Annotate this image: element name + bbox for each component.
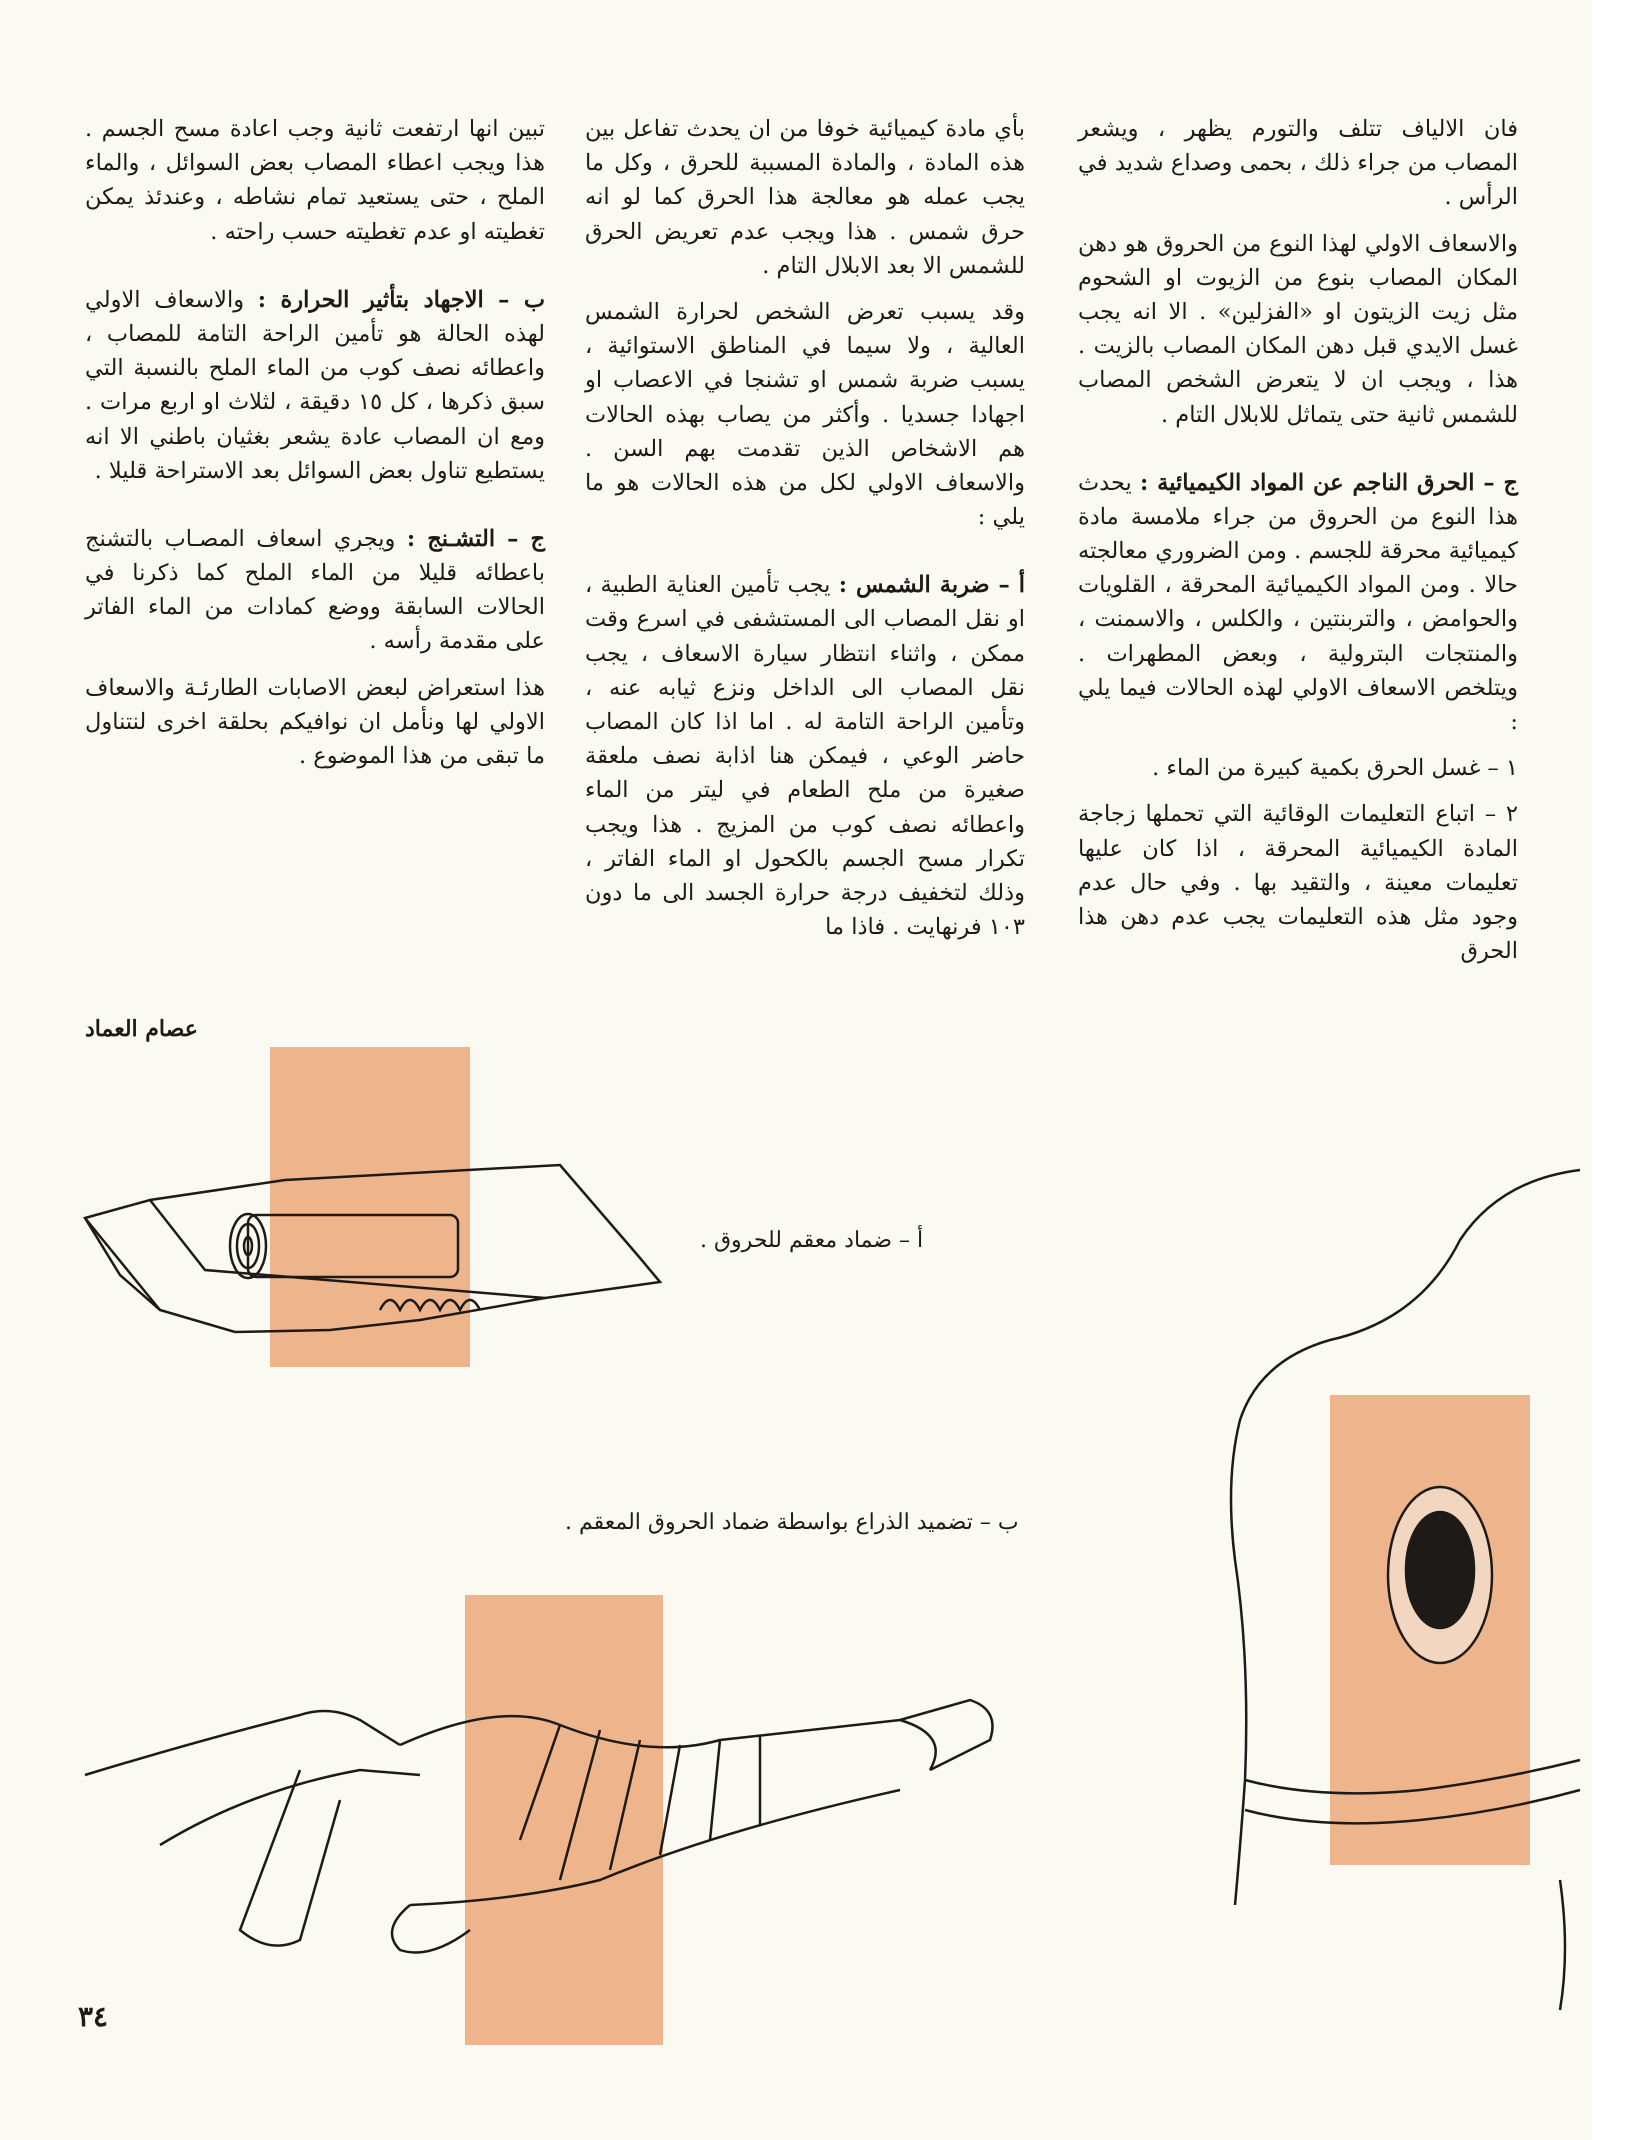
section-text: يجب تأمين العناية الطبية ، او نقل المصاب الى المستشفى في اسرع وقت ممكن ، واثناء انتظار سيارة الاسعاف ، يجب نقل المصاب الى الداخل ونزع ثيابه عنه ، وتأمين الراحة التامة له . اما اذا كان المصاب حاضر الوعي ، فيمكن هنا اذابة نصف ملعقة صغيرة من ملح الطعام في ليتر من الماء واعطائه نصف كوب من المزيج . هذا ويجب تكرار مسح الجسم بالكحول او الماء الفاتر ، وذلك لتخفيف درجة حرارة الجسد الى ما دون ١٠٣ فرنهايت . فاذا ما: [585, 572, 1025, 941]
section-heading: ب – الاجهاد بتأثير الحرارة :: [257, 286, 545, 313]
caption-b: ب – تضميد الذراع بواسطة ضماد الحروق المعقم .: [565, 1510, 1019, 1535]
paragraph: والاسعاف الاولي لهذا النوع من الحروق هو دهن المكان المصاب بنوع من الزيوت او الشحوم مثل زيت الزيتون او «الفزلين» . الا انه يجب غسل الايدي قبل دهن المكان المصاب بالزيت . هذا ، ويجب ان لا يتعرض الشخص المصاب للشمس ثانية حتى يتماثل للابلال التام .: [1078, 230, 1518, 428]
page-number: ٣٤: [78, 2000, 109, 2033]
section-heading: ج – التشـنج :: [406, 525, 545, 552]
column-left: [85, 112, 545, 785]
arm-bandaging-illustration: [85, 1595, 993, 2045]
section-text: يحدث هذا النوع من الحروق من جراء ملامسة مادة كيميائية محرقة للجسم . ومن الضروري معالجته حالا . ومن المواد الكيميائية المحرقة ، القلويات والحوامض ، والتربنتين ، والكلس ، والاسمنت ، والمنتجات البترولية ، وبعض المطهرات . ويتلخص الاسعاف الاولي لهذه الحالات فيما يلي :: [1078, 469, 1518, 735]
column-right: [1078, 112, 1518, 980]
burned-back-illustration: [1231, 1170, 1580, 2010]
section-heat-exhaustion: [85, 283, 545, 488]
caption-a: أ – ضماد معقم للحروق .: [700, 1228, 924, 1253]
section-chemical-burns: [1078, 466, 1518, 740]
column-middle: [585, 112, 1025, 956]
paragraph: هذا استعراض لبعض الاصابات الطارئـة والاسعاف الاولي لها ونأمل ان نوافيكم بحلقة اخرى لنتناول ما تبقى من هذا الموضوع .: [85, 674, 545, 769]
section-cramps: [85, 522, 545, 659]
author-name: عصام العماد: [85, 1016, 198, 1042]
paragraph: فان الالياف تتلف والتورم يظهر ، ويشعر المصاب من جراء ذلك ، بحمى وصداع شديد في الرأس .: [1078, 116, 1518, 211]
section-heading: أ – ضربة الشمس :: [838, 572, 1025, 599]
list-item: ١ – غسل الحرق بكمية كبيرة من الماء .: [1152, 755, 1518, 782]
paragraph: بأي مادة كيميائية خوفا من ان يحدث تفاعل بين هذه المادة ، والمادة المسببة للحرق ، وكل ما يجب عمله هو معالجة هذا الحرق كما لو انه حرق شمس . هذا ويجب عدم تعريض الحرق للشمس الا بعد الابلال التام .: [585, 116, 1025, 279]
burn-dressing-illustration: [85, 1047, 660, 1367]
section-sunstroke: [585, 568, 1025, 944]
list-item: ٢ – اتباع التعليمات الوقائية التي تحملها زجاجة المادة الكيميائية المحرقة ، اذا كان عليها تعليمات معينة ، والتقيد بها . وفي حال عدم وجود مثل هذه التعليمات يجب عدم دهن هذا الحرق: [1078, 801, 1518, 965]
section-heading: ج – الحرق الناجم عن المواد الكيميائية :: [1139, 469, 1518, 496]
section-text: والاسعاف الاولي لهذه الحالة هو تأمين الراحة التامة للمصاب ، واعطائه نصف كوب من الماء الملح بالنسبة التي سبق ذكرها ، كل ١٥ دقيقة ، لثلاث او اربع مرات . ومع ان المصاب عادة يشعر بغثيان باطني الا انه يستطيع تناول بعض السوائل بعد الاستراحة قليلا .: [85, 286, 545, 484]
paragraph: تبين انها ارتفعت ثانية وجب اعادة مسح الجسم . هذا ويجب اعطاء المصاب بعض السوائل ، والماء الملح ، حتى يستعيد تمام نشاطه ، وعندئذ يمكن تغطيته او عدم تغطيته حسب راحته .: [85, 116, 545, 245]
section-text: ويجري اسعاف المصـاب بالتشنج باعطائه قليلا من الماء الملح كما ذكرنا في الحالات السابقة ووضع كمادات من الماء الفاتر على مقدمة رأسه .: [85, 525, 545, 655]
paragraph: وقد يسبب تعرض الشخص لحرارة الشمس العالية ، ولا سيما في المناطق الاستوائية ، يسبب ضربة شمس او تشنجا في الاعصاب او اجهادا جسديا . وأكثر من يصاب بهذه الحالات هم الاشخاص الذين تقدمت بهم السن . والاسعاف الاولي لكل من هذه الحالات هو ما يلي :: [585, 298, 1025, 531]
